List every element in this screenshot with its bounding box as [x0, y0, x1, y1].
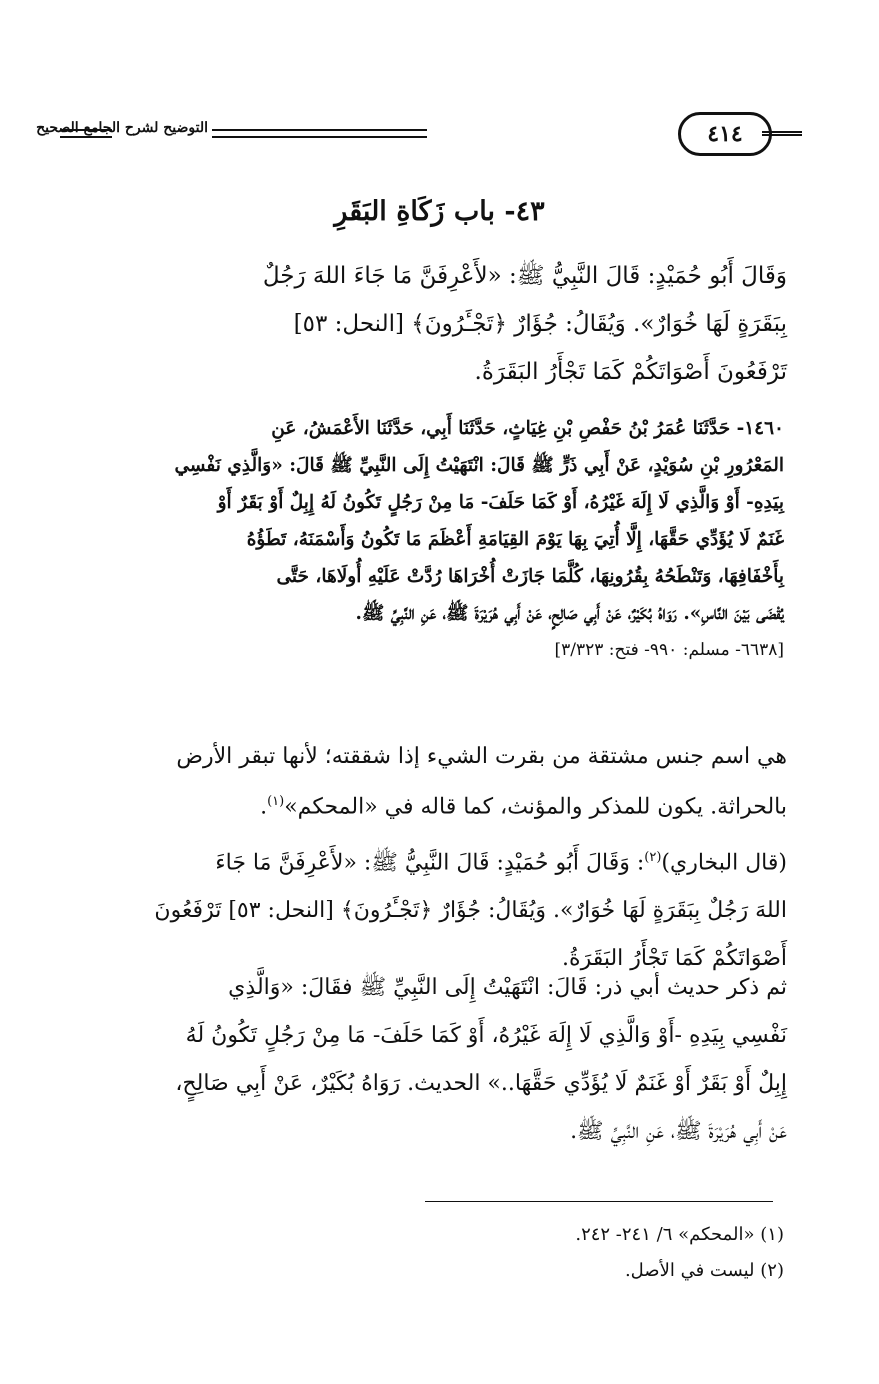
page-number: ٤١٤	[678, 112, 772, 156]
text-fragment: (قال البخاري)	[661, 850, 787, 876]
footnote-divider	[425, 1201, 773, 1202]
text-line: بِيَدِهِ- أَوْ وَالَّذِي لَا إِلَهَ غَيْرُهُ، أَوْ كَمَا حَلَفَ- مَا مِنْ رَجُلٍ تَكُونُ لَهُ إِبِلٌ أَوْ بَقَرٌ أَوْ	[217, 492, 784, 513]
hadith-citation: [٦٦٣٨- مسلم: ٩٩٠- فتح: ٣/٣٢٣]	[554, 640, 784, 660]
text-line: أَصْوَاتَكُمْ كَمَا تَجْأَرُ البَقَرَةُ.	[562, 946, 787, 972]
text-line: ثم ذكر حديث أبي ذر: قَالَ: انْتَهَيْتُ إِلَى النَّبِيِّ ﷺ فقَالَ: «وَالَّذِي	[228, 975, 787, 1000]
header-rule-right	[762, 131, 802, 136]
text-line: هي اسم جنس مشتقة من بقرت الشيء إذا شققته؛ لأنها تبقر الأرض	[176, 744, 787, 769]
text-line: بِبَقَرَةٍ لَهَا خُوَارٌ». وَيُقَالُ: جُؤَارٌ ﴿تَجْـَٔرُونَ﴾ [النحل: ٥٣]	[293, 311, 787, 337]
header-rule-middle	[212, 129, 427, 138]
text-line	[62, 834, 787, 887]
text-line: يُقْضَى بَيْنَ النَّاسِ». رَوَاهُ بُكَيْرٌ، عَنْ أَبِي صَالِحٍ، عَنْ أَبِي هُرَيْرَةَ ﷺ، عَنِ النَّبِيِّ ﷺ.	[355, 603, 784, 624]
footnotes	[284, 1217, 784, 1289]
text-line: نَفْسِي بِيَدِهِ -أَوْ وَالَّذِي لَا إِلَهَ غَيْرُهُ، أَوْ كَمَا حَلَفَ- مَا مِنْ رَجُلٍ تَكُونُ لَهُ	[185, 1023, 787, 1048]
text-fragment: : وَقَالَ أَبُو حُمَيْدٍ: قَالَ النَّبِيُّ ﷺ: «لأَعْرِفَنَّ مَا جَاءَ	[215, 850, 645, 876]
intro-paragraph	[70, 252, 787, 396]
text-fragment: .	[260, 794, 268, 820]
running-header	[36, 112, 800, 162]
text-fragment: بالحراثة. يكون للمذكر والمؤنث، كما قاله في «المحكم»	[284, 794, 787, 820]
text-line: وَقَالَ أَبُو حُمَيْدٍ: قَالَ النَّبِيُّ ﷺ: «لأَعْرِفَنَّ مَا جَاءَ اللهَ رَجُلٌ	[262, 263, 787, 289]
text-line: المَعْرُورِ بْنِ سُوَيْدٍ، عَنْ أَبِي ذَرٍّ ﷺ قَالَ: انْتَهَيْتُ إِلَى النَّبِيِّ ﷺ قَالَ: «وَالَّذِي نَفْسِي	[174, 455, 784, 476]
commentary-paragraph	[62, 964, 787, 1156]
chapter-title: ٤٣- باب زَكَاةِ البَقَرِ	[334, 196, 545, 227]
text-line: تَرْفَعُونَ أَصْوَاتَكُمْ كَمَا تَجْأَرُ البَقَرَةُ.	[474, 359, 787, 385]
footnote-reference[interactable]: (٢)	[644, 850, 662, 865]
text-line: إِبِلٌ أَوْ بَقَرٌ أَوْ غَنَمٌ لَا يُؤَدِّي حَقَّهَا..» الحديث. رَوَاهُ بُكَيْرٌ، عَنْ أَبِي صَالِحٍ،	[175, 1071, 787, 1096]
text-line: غَنَمٌ لَا يُؤَدِّي حَقَّهَا، إِلَّا أُتِيَ بِهَا يَوْمَ القِيَامَةِ أَعْظَمَ مَا تَكُونُ وَأَسْمَنَهُ، تَطَؤُهُ	[246, 529, 784, 550]
footnote-item: (١) «المحكم» ٦/ ٢٤١- ٢٤٢.	[575, 1224, 784, 1245]
text-line: ١٤٦٠- حَدَّثَنَا عُمَرُ بْنُ حَفْصِ بْنِ غِيَاثٍ، حَدَّثَنَا أَبِي، حَدَّثَنَا الأَعْمَشُ، عَنِ	[271, 418, 784, 439]
hadith-text	[65, 410, 784, 669]
text-line: بِأَخْفَافِهَا، وَتَنْطَحُهُ بِقُرُونِهَا، كُلَّمَا جَازَتْ أُخْرَاهَا رُدَّتْ عَلَيْهِ أُولَاهَا، حَتَّى	[276, 566, 784, 587]
footnote-reference[interactable]: (١)	[267, 794, 285, 809]
text-line: اللهَ رَجُلٌ بِبَقَرَةٍ لَهَا خُوَارٌ». وَيُقَالُ: جُؤَارٌ ﴿تَجْـَٔرُونَ﴾ [النحل: ٥٣] تَرْفَعُونَ	[154, 898, 787, 924]
commentary-paragraph	[62, 734, 787, 829]
commentary-paragraph	[62, 834, 787, 983]
book-title: التوضيح لشرح الجامع الصحيح	[36, 120, 208, 136]
text-line: عَنْ أَبِي هُرَيْرَةَ ﷺ، عَنِ النَّبِيِّ ﷺ.	[570, 1119, 787, 1144]
text-line	[62, 779, 787, 829]
footnote-item: (٢) ليست في الأصل.	[624, 1260, 784, 1281]
